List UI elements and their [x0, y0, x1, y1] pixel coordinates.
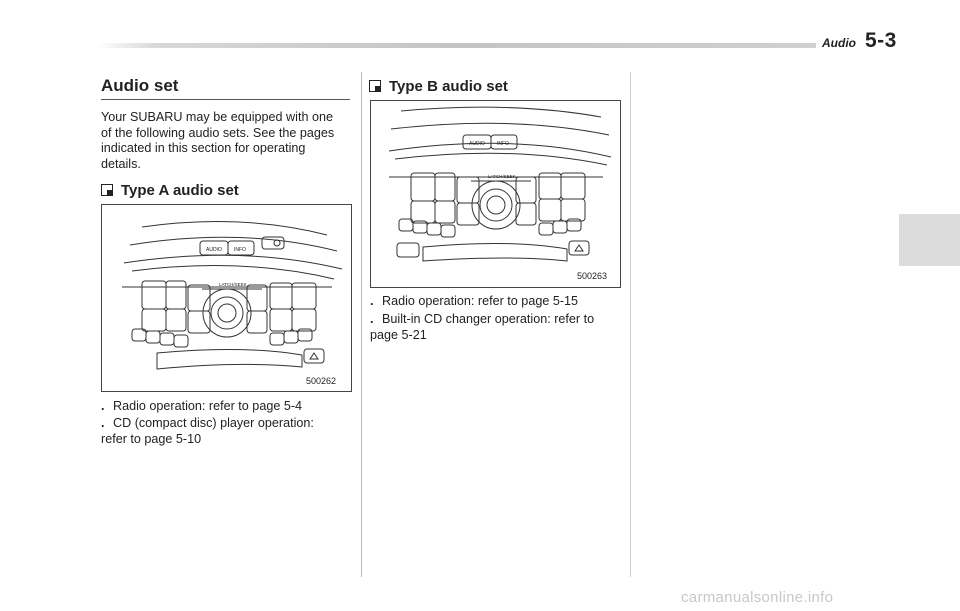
type-b-panel-illustration	[371, 101, 620, 287]
audio-key-label: AUDIO	[469, 141, 485, 147]
audio-key-label: AUDIO	[206, 247, 222, 253]
intro-line: indicated in this section for operating	[101, 141, 306, 155]
info-key-label: INFO	[497, 141, 509, 147]
type-a-figure	[101, 204, 352, 392]
intro-paragraph	[101, 110, 350, 172]
type-b-bullet: . Built-in CD changer operation: refer to page 5-21	[370, 312, 595, 342]
info-key-label: INFO	[234, 247, 246, 253]
latch-label: LATCH/SEEK	[488, 174, 516, 179]
type-b-heading: Type B audio set	[369, 78, 508, 95]
type-b-figure	[370, 100, 621, 288]
type-b-bullet: . Radio operation: refer to page 5-15	[370, 294, 579, 308]
intro-line: Your SUBARU may be equipped with one	[101, 110, 333, 124]
type-a-bullet: . Radio operation: refer to page 5-4	[101, 399, 303, 413]
title-underline	[101, 99, 350, 100]
latch-label: LATCH/SEEK	[219, 282, 247, 287]
header-rule	[98, 43, 816, 48]
intro-line: of the following audio sets. See the pages	[101, 125, 335, 140]
type-a-panel-illustration	[102, 205, 351, 391]
intro-line: details.	[101, 156, 141, 171]
header-page-number: 5-3	[865, 29, 897, 52]
type-a-heading: Type A audio set	[101, 182, 239, 199]
watermark: carmanualsonline.info	[681, 589, 834, 606]
section-square-icon	[101, 184, 113, 196]
type-a-bullet: . CD (compact disc) player operation: refer to page 5-10	[101, 416, 314, 446]
figure-code: 500263	[577, 271, 608, 281]
chapter-thumb-tab	[899, 214, 960, 266]
column-divider-right	[630, 72, 631, 577]
section-square-icon	[369, 80, 381, 92]
page-title: Audio set	[101, 76, 179, 95]
figure-code: 500262	[306, 376, 337, 386]
column-divider	[361, 72, 362, 577]
header-section-label: Audio	[822, 36, 856, 50]
